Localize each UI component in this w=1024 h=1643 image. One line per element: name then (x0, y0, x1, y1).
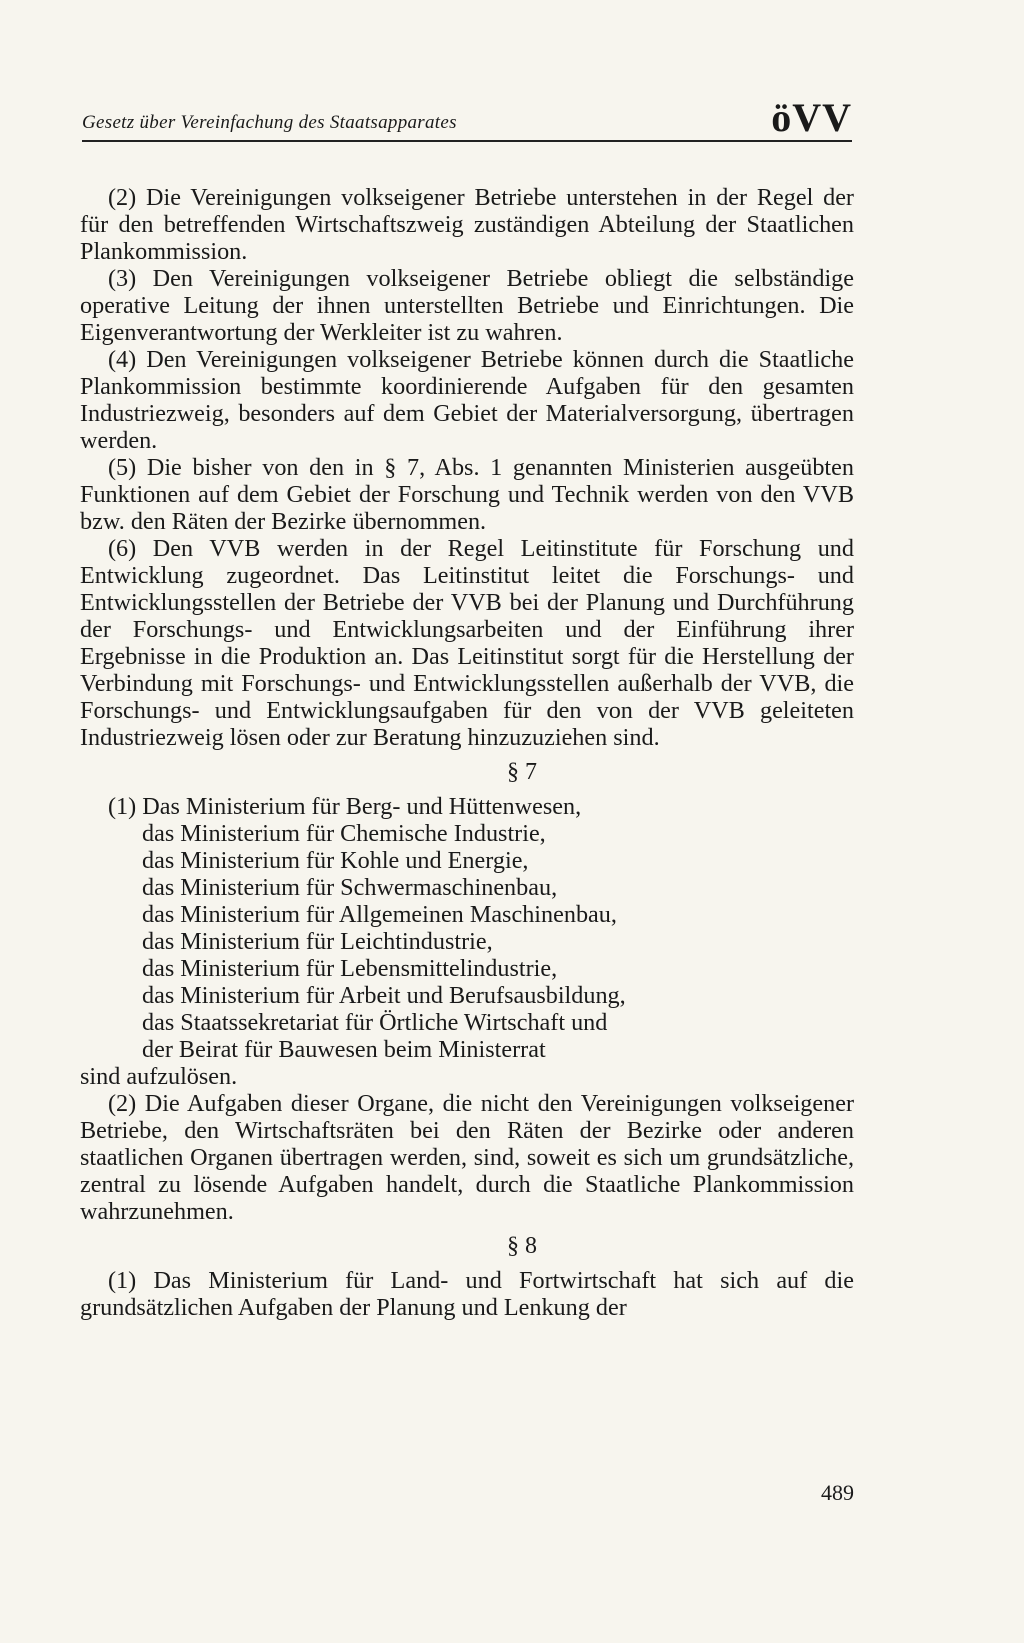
running-header (82, 95, 852, 142)
paragraph-5: (5) Die bisher von den in § 7, Abs. 1 genannten Ministerien ausgeübten Funktionen auf dem Gebiet der Forschung und Technik werden von den VVB bzw. den Räten der Bezirke übernommen. (80, 454, 854, 535)
publisher-mark: öVV (771, 95, 852, 140)
list-item: das Ministerium für Lebensmittelindustrie, (142, 955, 558, 982)
section-8-paragraph-1: (1) Das Ministerium für Land- und Fortwirtschaft hat sich auf die grundsätzlichen Aufgaben der Planung und Lenkung der (80, 1267, 854, 1321)
section-7-paragraph-2: (2) Die Aufgaben dieser Organe, die nicht den Vereinigungen volkseigener Betriebe, den Wirtschaftsräten bei den Räten der Bezirke oder anderen staatlichen Organen übertragen werden, sind, soweit es sich um grundsätzliche, zentral zu lösende Aufgaben handelt, durch die Staatliche Plankommission wahrzunehmen. (80, 1090, 854, 1225)
ministry-list (80, 793, 854, 1090)
list-item: der Beirat für Bauwesen beim Ministerrat (142, 1036, 546, 1063)
list-item: das Ministerium für Kohle und Energie, (142, 847, 529, 874)
paragraph-2: (2) Die Vereinigungen volkseigener Betriebe unterstehen in der Regel der für den betreffenden Wirtschaftszweig zuständigen Abteilung der Staatlichen Plankommission. (80, 184, 854, 265)
paragraph-4: (4) Den Vereinigungen volkseigener Betriebe können durch die Staatliche Plankommission bestimmte koordinierende Aufgaben für den gesamten Industriezweig, besonders auf dem Gebiet der Materialversorgung, übertragen werden. (80, 346, 854, 454)
list-item: das Staatssekretariat für Örtliche Wirtschaft und (142, 1009, 608, 1036)
paragraph-6: (6) Den VVB werden in der Regel Leitinstitute für Forschung und Entwicklung zugeordnet. Das Leitinstitut leitet die Forschungs- und Entwicklungsstellen der Betriebe der VVB bei der Planung und Durchführung der Forschungs- und Entwicklungsarbeiten und der Einführung ihrer Ergebnisse in die Produktion an. Das Leitinstitut sorgt für die Herstellung der Verbindung mit Forschungs- und Entwicklungsstellen außerhalb der VVB, die Forschungs- und Entwicklungsaufgaben für den von der VVB geleiteten Industriezweig lösen oder zur Beratung hinzuzuziehen sind. (80, 535, 854, 751)
ministry-list-intro: (1) Das Ministerium für Berg- und Hüttenwesen, (108, 793, 582, 820)
ministry-list-tail: sind aufzulösen. (80, 1063, 238, 1090)
section-heading-8: § 8 (507, 1233, 537, 1259)
list-item: das Ministerium für Arbeit und Berufsausbildung, (142, 982, 626, 1009)
list-item: das Ministerium für Allgemeinen Maschinenbau, (142, 901, 617, 928)
section-heading-7: § 7 (507, 759, 537, 785)
page-body (80, 184, 854, 1321)
list-item: das Ministerium für Schwermaschinenbau, (142, 874, 558, 901)
header-title: Gesetz über Vereinfachung des Staatsapparates (82, 112, 457, 133)
page-number: 489 (821, 1480, 854, 1505)
list-item: das Ministerium für Chemische Industrie, (142, 820, 546, 847)
paragraph-3: (3) Den Vereinigungen volkseigener Betriebe obliegt die selbständige operative Leitung der ihnen unterstellten Betriebe und Einrichtungen. Die Eigenverantwortung der Werkleiter ist zu wahren. (80, 265, 854, 346)
list-item: das Ministerium für Leichtindustrie, (142, 928, 493, 955)
